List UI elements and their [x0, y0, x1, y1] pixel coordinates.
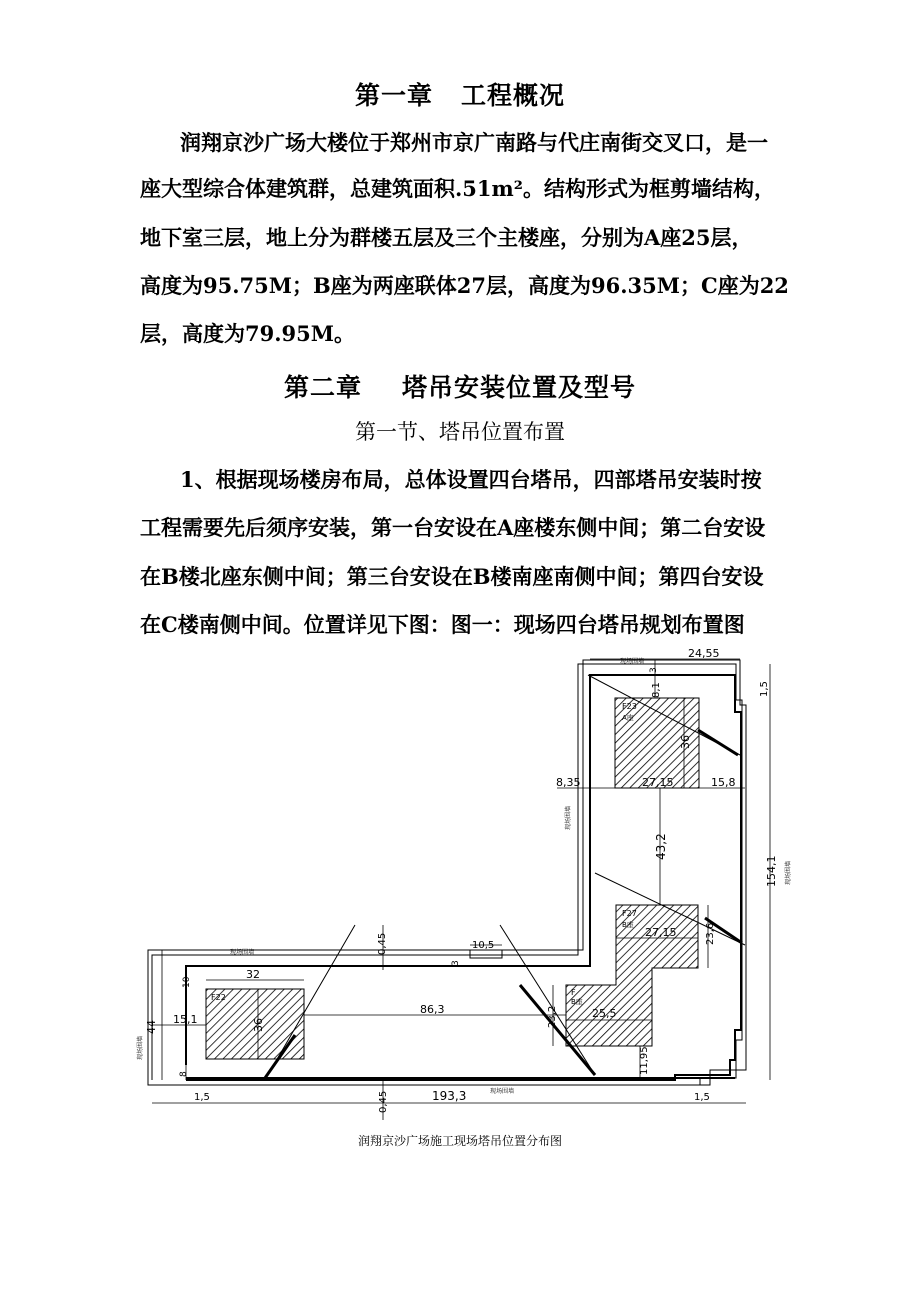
fence-label-right: 现场围墙	[785, 860, 792, 885]
tower-b-label: F27	[622, 909, 637, 918]
dim-27-15-a: 27,15	[642, 776, 674, 789]
para1-line-4: 高度为95.75M；B座为两座联体27层，高度为96.35M；C座为22	[140, 273, 789, 298]
dim-8-35: 8,35	[556, 776, 581, 789]
tower-c-label: F22	[211, 993, 226, 1002]
gate-box	[470, 950, 502, 958]
para1-line-5: 层，高度为79.95M。	[140, 321, 356, 346]
chapter2-name: 塔吊安装位置及型号	[402, 373, 637, 402]
tower-b-sublabel: B座	[622, 921, 634, 929]
dim-154-1: 154,1	[765, 855, 778, 887]
tower-a-label: F23	[622, 702, 637, 711]
para1-line-2: 座大型综合体建筑群，总建筑面积.51m²。结构形式为框剪墙结构，	[140, 176, 775, 201]
dim-36-a: 36	[679, 735, 692, 749]
dim-3-top: 3	[649, 667, 659, 673]
site-plan-figure	[0, 640, 920, 1140]
dim-0-45-bottom: 0,45	[378, 1090, 389, 1113]
para1-line-1: 润翔京沙广场大楼位于郑州市京广南路与代庄南街交叉口，是一	[180, 130, 768, 155]
dim-0-45-top: 0,45	[377, 932, 388, 955]
para1-line-3: 地下室三层，地上分为群楼五层及三个主楼座，分别为A座25层，	[140, 225, 753, 250]
tower-bs-label: F	[571, 988, 576, 997]
chapter2-title	[0, 368, 920, 404]
dim-11-95: 11,95	[639, 1046, 650, 1075]
dim-15-1: 15,1	[173, 1013, 198, 1026]
para2-line-1: 1、根据现场楼房布局，总体设置四台塔吊，四部塔吊安装时按	[180, 467, 762, 492]
fence-label-left-top: 现场围墙	[230, 949, 255, 956]
dim-8-1: 8,1	[651, 682, 662, 698]
dim-44: 44	[145, 1020, 158, 1034]
dim-8: 8	[179, 1071, 189, 1077]
fence-label-bottom: 现场围墙	[490, 1088, 515, 1095]
dim-1-5-top: 1,5	[759, 681, 770, 697]
fence-label-mid: 现场围墙	[565, 805, 572, 830]
fence-label-left: 现场围墙	[137, 1035, 144, 1060]
dim-86-3: 86,3	[420, 1003, 445, 1016]
dim-43-2: 43,2	[654, 833, 668, 860]
building-b	[566, 905, 698, 1046]
para2-line-3: 在B楼北座东侧中间；第三台安设在B楼南座南侧中间；第四台安设	[140, 564, 764, 589]
dim-10: 10	[182, 976, 192, 988]
tower-bs-sublabel: B座	[571, 998, 583, 1006]
dim-193-3: 193,3	[432, 1089, 467, 1103]
tower-a-sublabel: A座	[622, 714, 634, 722]
dim-15-8: 15,8	[711, 776, 736, 789]
para2-line-4: 在C楼南侧中间。位置详见下图：图一：现场四台塔吊规划布置图	[140, 612, 745, 637]
dim-27-15-b: 27,15	[645, 926, 677, 939]
chapter1-title	[0, 76, 920, 112]
figure-caption: 润翔京沙广场施工现场塔吊位置分布图	[357, 1134, 562, 1148]
para2-line-2: 工程需要先后须序安装，第一台安设在A座楼东侧中间；第二台安设	[140, 515, 766, 540]
chapter2-number: 第二章	[283, 373, 362, 402]
section1-title: 第一节、塔吊位置布置	[355, 420, 565, 444]
chapter1-name: 工程概况	[461, 81, 566, 110]
dim-23-6: 23,6	[705, 922, 716, 945]
chapter1-number: 第一章	[354, 81, 433, 110]
dim-32: 32	[246, 968, 260, 981]
fence-label-top: 现场围墙	[620, 658, 645, 665]
dim-10-5: 10,5	[472, 940, 495, 951]
dim-36-b: 36	[252, 1018, 265, 1032]
dim-24-55: 24,55	[688, 647, 720, 660]
dim-1-5-right: 1,5	[694, 1092, 710, 1103]
dim-3-gate: 3	[451, 960, 461, 966]
dim-25-5: 25,5	[592, 1007, 617, 1020]
dim-1-5-left: 1,5	[194, 1092, 210, 1103]
dim-23-2: 23,2	[547, 1005, 558, 1028]
